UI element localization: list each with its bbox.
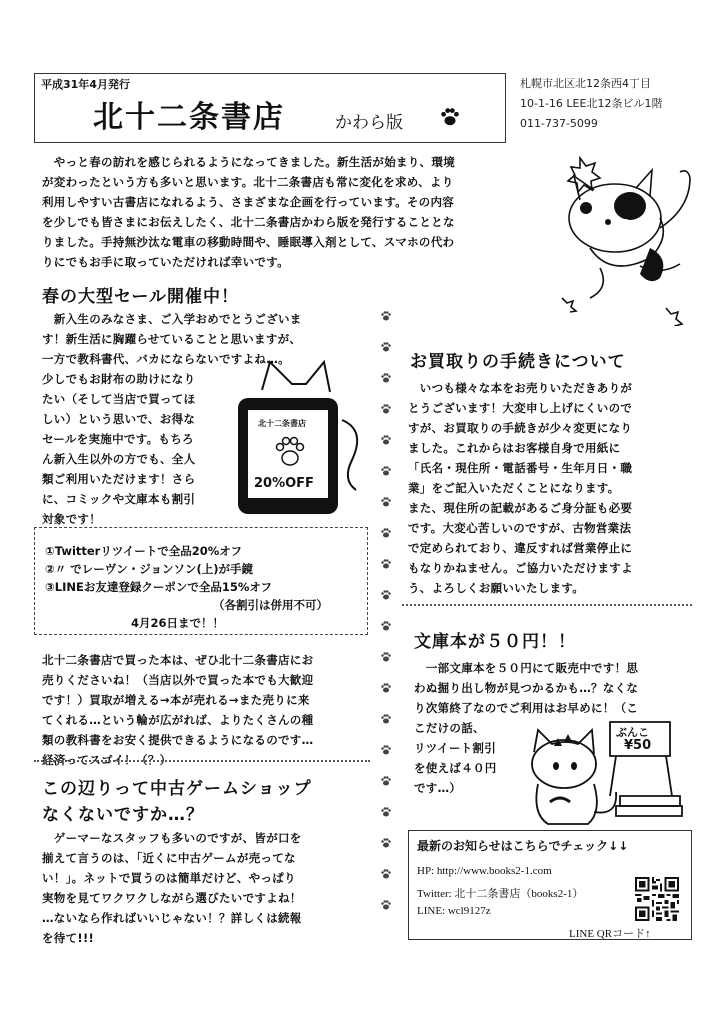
homepage-link[interactable]: HP: http://www.books2-1.com xyxy=(417,865,552,877)
paw-icon xyxy=(380,868,392,880)
paw-icon xyxy=(380,682,392,694)
line-id: LINE: wcl9127z xyxy=(417,905,491,917)
intro-line: りました。手持無沙汰な電車の移動時間や、睡眠導入剤として、スマホの代わ xyxy=(42,235,455,249)
paw-icon xyxy=(380,589,392,601)
paw-icon xyxy=(380,310,392,322)
phone-number: 011-737-5099 xyxy=(520,117,598,130)
sale-line: 新入生のみなさま、ご入学おめでとうございま xyxy=(42,312,302,326)
bunko-line: リツイート割引 xyxy=(414,741,497,755)
newsletter-title: 北十二条書店 xyxy=(93,100,285,135)
game-line: を待て!!! xyxy=(42,931,95,945)
cat-with-blossoms-illustration xyxy=(540,148,710,326)
sell-line: 売りくださいね！（当店以外で買った本でも大歓迎 xyxy=(42,673,314,687)
game-line: 実物を見てワクワクしながら選びたいですよね！ xyxy=(42,891,302,905)
benefit-2: ②〃 でレーヴン・ジョンソン(上)が手鏡 xyxy=(45,562,254,576)
game-line: い！」。ネットで買うのは簡単だけど、やっぱり xyxy=(42,871,296,885)
sale-line: に、コミックや文庫本も割引 xyxy=(42,492,196,506)
sell-line: てくれる…という輪が広がれば、よりたくさんの種 xyxy=(42,713,314,727)
benefit-1: ①Twitterリツイートで全品20%オフ xyxy=(45,544,242,558)
paw-icon xyxy=(380,744,392,756)
sale-line: 少しでもお財布の助けになり xyxy=(42,372,196,386)
paw-icon xyxy=(380,899,392,911)
bunko-line: こだけの話、 xyxy=(414,721,485,735)
paw-icon xyxy=(380,620,392,632)
sell-line: です！）買取が増える→本が売れる→また売りに来 xyxy=(42,693,310,707)
paw-icon xyxy=(272,434,308,470)
price-sign-title: ぶんこ xyxy=(616,726,649,739)
bunko-line: り次第終了なのでご利用はお早めに！（こ xyxy=(414,701,639,715)
paw-icon xyxy=(380,403,392,415)
twitter-account[interactable]: Twitter: 北十二条書店（books2-1） xyxy=(417,888,584,900)
game-heading-line: この辺りって中古ゲームショップ xyxy=(42,779,312,799)
info-heading: 最新のお知らせはこちらでチェック↓↓ xyxy=(417,839,629,853)
buyback-line: いつも様々な本をお売りいただきありが xyxy=(408,381,633,395)
paw-icon xyxy=(380,465,392,477)
phone-discount-label: 20%OFF xyxy=(254,476,314,491)
sellback-paragraph xyxy=(42,650,372,770)
intro-line: やっと春の訪れを感じられるようになってきました。新生活が始まり、環境 xyxy=(42,155,455,169)
game-heading xyxy=(42,776,312,828)
bunko-heading: 文庫本が５０円！！ xyxy=(414,632,576,652)
buyback-line: また、現住所の記載があるご身分証も必要 xyxy=(408,501,633,515)
sell-line: 北十二条書店で買った本は、ぜひ北十二条書店にお xyxy=(42,653,314,667)
bunko-line: です…） xyxy=(414,781,462,795)
paw-icon xyxy=(380,806,392,818)
sale-line: しい）という思いで、お得な xyxy=(42,412,196,426)
paw-icon xyxy=(380,837,392,849)
buyback-line: う、よろしくお願いいたします。 xyxy=(408,581,585,595)
benefit-3: ③LINEお友達登録クーポンで全品15%オフ xyxy=(45,580,273,594)
section-divider xyxy=(402,604,692,606)
game-line: …ないなら作ればいいじゃない！？詳しくは続報 xyxy=(42,911,302,925)
sale-line: 類ご利用いただけます！さら xyxy=(42,472,196,486)
paw-icon xyxy=(380,713,392,725)
masthead xyxy=(34,73,506,143)
game-line: 揃えて言うのは、「近くに中古ゲームが売ってな xyxy=(42,851,296,865)
paw-icon xyxy=(380,558,392,570)
bunko-line: 一部文庫本を５０円にて販売中です！思 xyxy=(414,661,639,675)
line-qr-code[interactable] xyxy=(635,877,679,921)
intro-line: りにでもお手に取っていただければ幸いです。 xyxy=(42,255,289,269)
buyback-paragraph xyxy=(408,378,684,598)
paw-icon xyxy=(380,341,392,353)
paw-print-divider xyxy=(380,310,392,930)
discount-note: （各割引は併用不可） xyxy=(213,598,328,612)
game-paragraph xyxy=(42,828,372,948)
bunko-line: を使えば４０円 xyxy=(414,761,497,775)
sale-line: ん新入生以外の方でも、全人 xyxy=(42,452,196,466)
sale-line: セールを実施中です。もちろ xyxy=(42,432,194,446)
sell-line: 類の教科書をお安く提供できるようになるのです… xyxy=(42,733,314,747)
buyback-line: 業」をご記入いただくことになります。 xyxy=(408,481,620,495)
paw-icon xyxy=(380,527,392,539)
paw-icon xyxy=(380,496,392,508)
issue-date: 平成31年4月発行 xyxy=(41,78,130,91)
address-line-1: 札幌市北区北12条西4丁目 xyxy=(520,77,651,90)
intro-line: が変わったという方も多いと思います。北十二条書店も常に変化を求め、より xyxy=(42,175,454,189)
buyback-line: です。大変心苦しいのですが、古物営業法 xyxy=(408,521,632,535)
phone-cat-illustration xyxy=(232,360,372,520)
phone-screen-title: 北十二条書店 xyxy=(258,419,306,428)
intro-line: を少しでも皆さまにお伝えしたく、北十二条書店かわら版を発行することとな xyxy=(42,215,455,229)
contact-info-box xyxy=(408,830,692,940)
paw-icon xyxy=(380,775,392,787)
buyback-heading: お買取りの手続きについて xyxy=(410,352,626,372)
sale-line: 対象です！ xyxy=(42,512,101,526)
buyback-line: ました。これからはお客様自身で用紙に xyxy=(408,441,621,455)
sale-deadline: 4月26日まで！！ xyxy=(131,616,225,630)
intro-paragraph xyxy=(42,152,542,272)
paw-icon xyxy=(380,434,392,446)
price-sign-value: ¥50 xyxy=(624,738,652,753)
qr-label: LINE QRコード↑ xyxy=(569,928,651,940)
game-line: ゲーマーなスタッフも多いのですが、皆が口を xyxy=(42,831,302,845)
game-heading-line: なくないですか…？ xyxy=(42,805,204,825)
discount-benefits-box xyxy=(34,527,368,635)
buyback-line: すが、お買取りの手続きが少々変更になり xyxy=(408,421,633,435)
address-line-2: 10-1-16 LEE北12条ビル1階 xyxy=(520,97,663,110)
newsletter-subtitle: かわら版 xyxy=(335,113,403,133)
bunko-line: わぬ掘り出し物が見つかるかも…？なくな xyxy=(414,681,639,695)
buyback-line: 「氏名・現住所・電話番号・生年月日・職 xyxy=(408,461,633,475)
cat-with-price-sign-illustration xyxy=(520,712,692,828)
sale-heading: 春の大型セール開催中！ xyxy=(42,287,239,307)
buyback-line: で定められており、違反すれば営業停止に xyxy=(408,541,633,555)
buyback-line: とうございます！大変申し上げにくいので xyxy=(408,401,633,415)
sale-line: たい（そして当店で買ってほ xyxy=(42,392,196,406)
sale-line: す！新生活に胸躍らせていることと思いますが、 xyxy=(42,332,302,346)
section-divider xyxy=(34,760,370,762)
intro-line: 利用しやすい古書店になれるよう、さまざまな企画を行っています。その内容 xyxy=(42,195,455,209)
buyback-line: もなりかねません。ご協力いただけますよ xyxy=(408,561,633,575)
paw-icon xyxy=(439,106,461,128)
paw-icon xyxy=(380,651,392,663)
sell-line: 経済ってスゴイ！（？） xyxy=(42,753,172,767)
paw-icon xyxy=(380,372,392,384)
sale-line: 一方で教科書代、バカにならないですよね…。 xyxy=(42,352,290,366)
store-address xyxy=(520,74,662,134)
